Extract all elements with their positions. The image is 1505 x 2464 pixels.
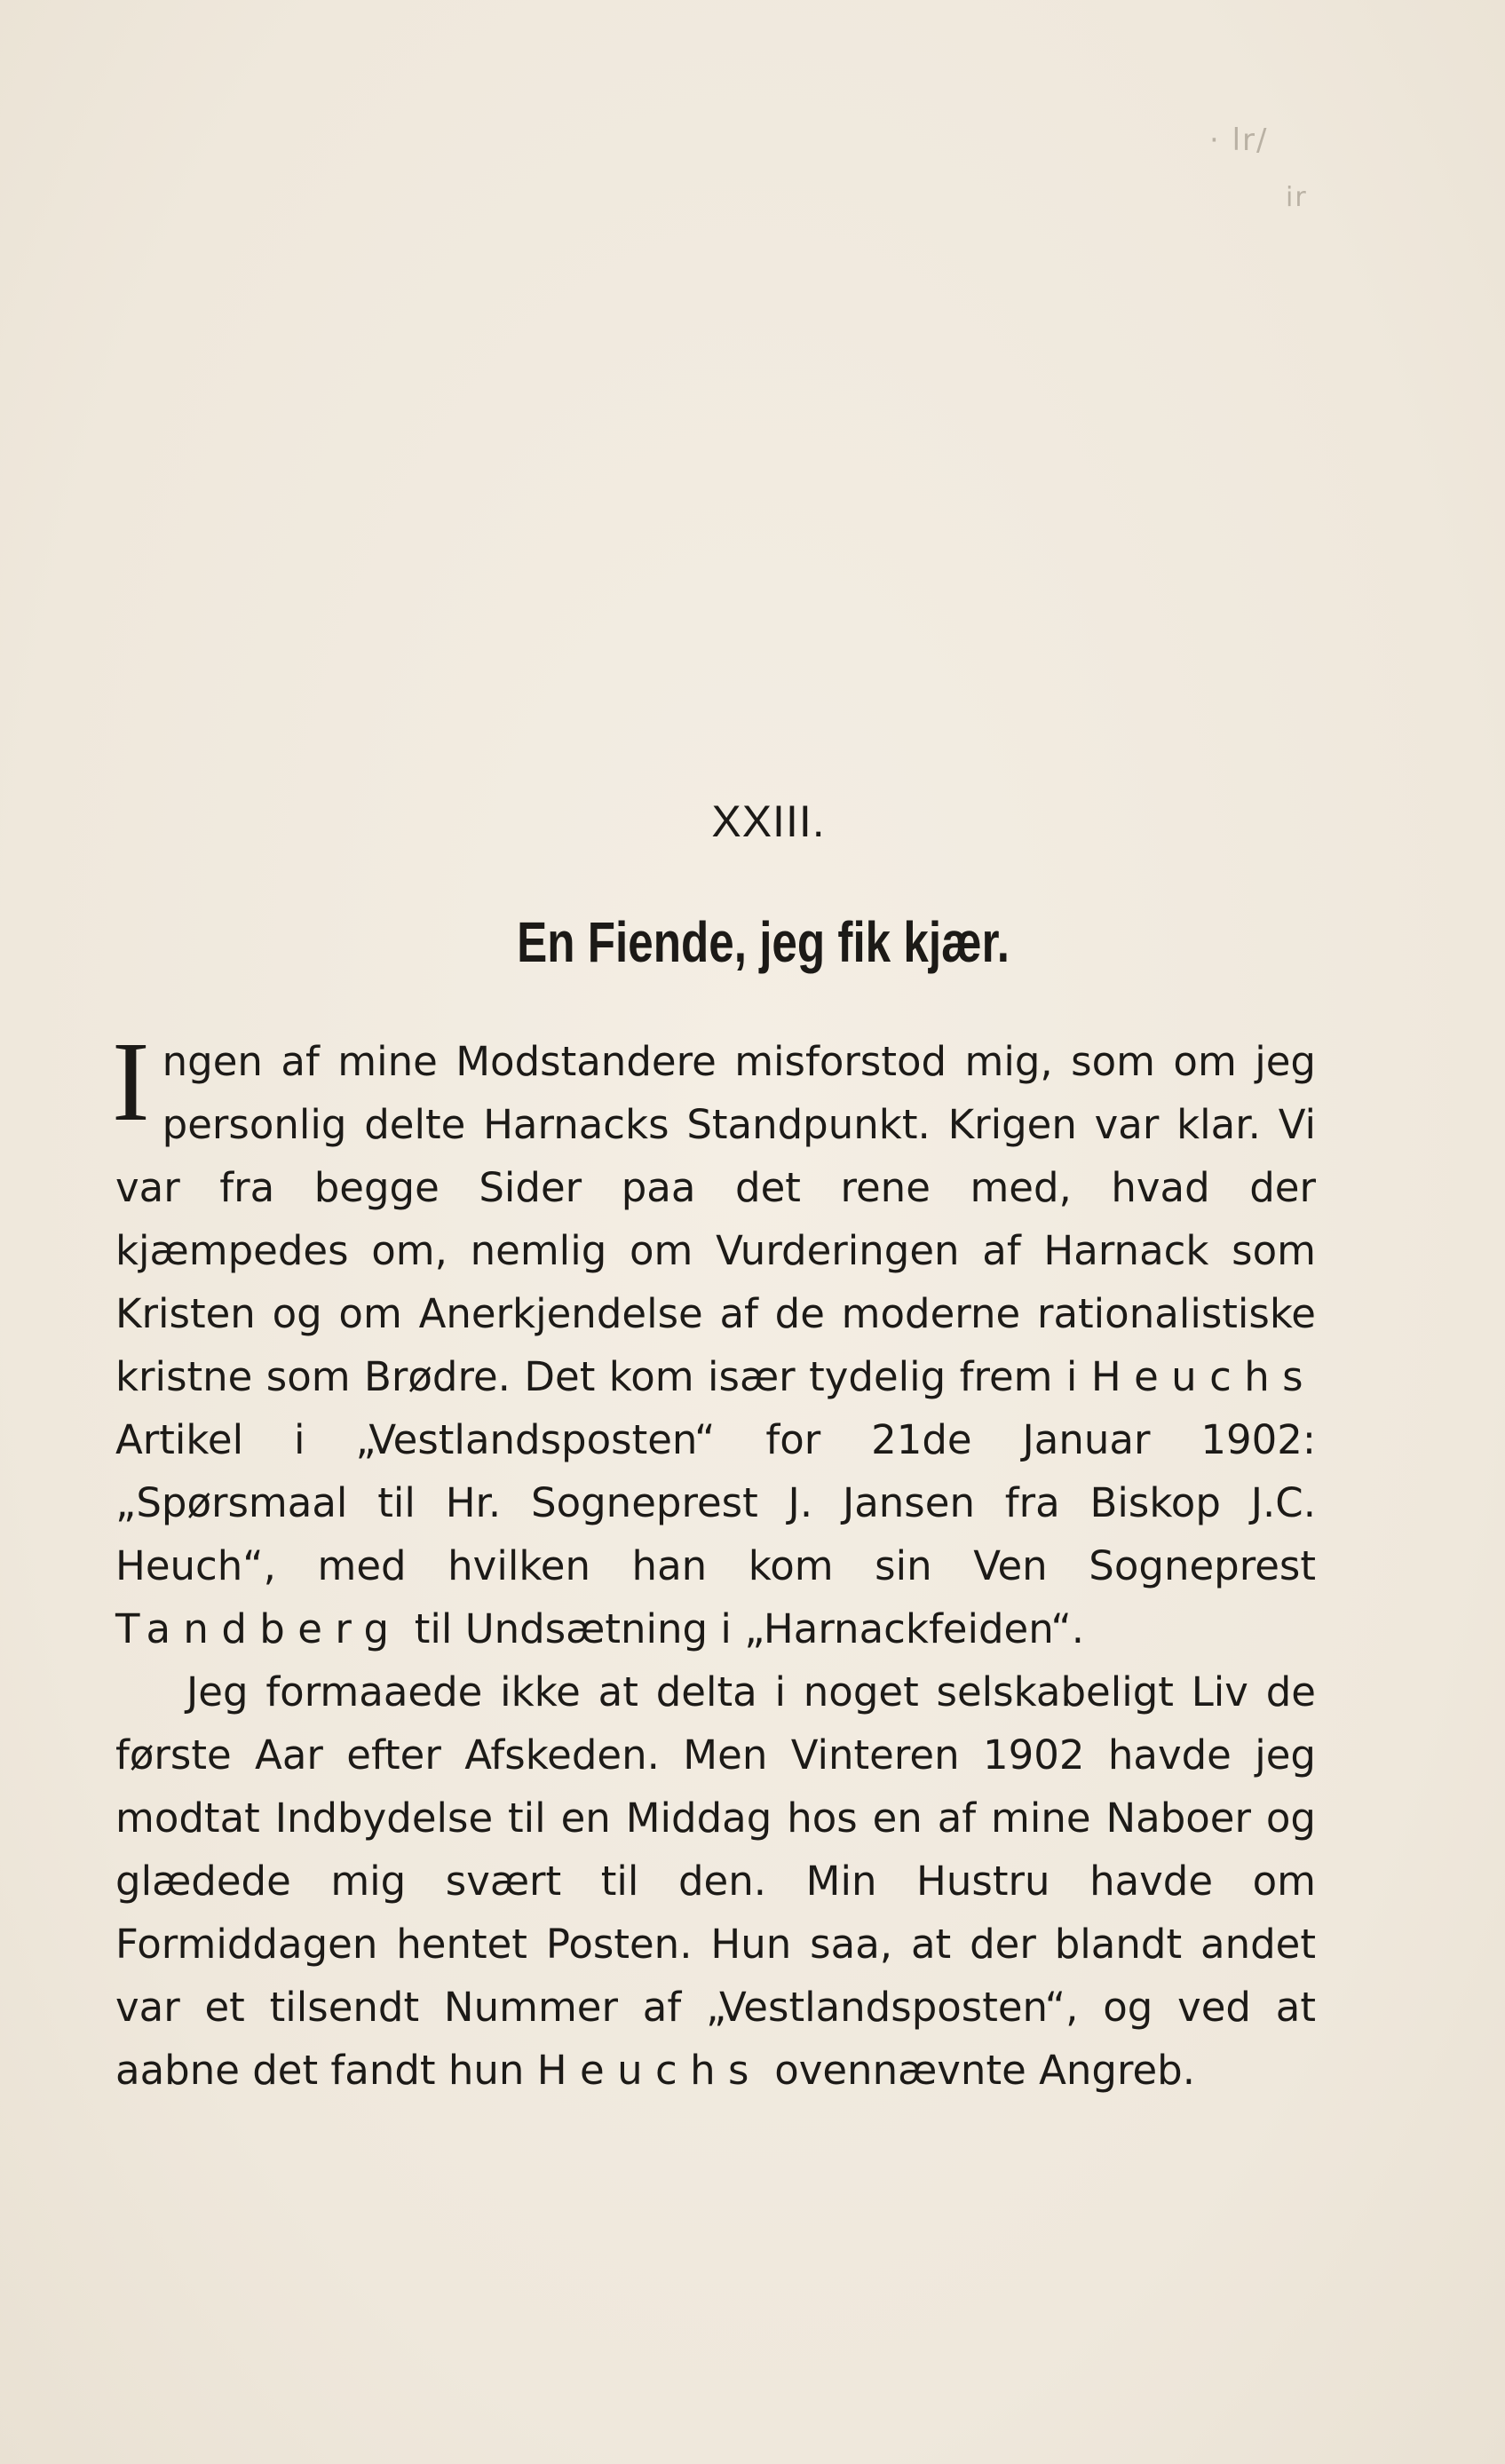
paragraph-1-text-a: ngen af mine Modstandere misforstod mig, som om jeg personlig delte Harnacks Standpunkt. Krigen var klar. Vi var fra begge Sider paa det rene med, hvad der kjæmpedes om, nemlig om Vurderingen af Harnack som Kristen og om Anerkjendelse af de moderne rationalistiske kristne som Brødre. Det kom især tydelig frem i bbox=[115, 1038, 1316, 1400]
chapter-title: En Fiende, jeg fik kjær. bbox=[517, 910, 1010, 974]
pencil-margin-mark-2: ir bbox=[1286, 182, 1308, 213]
spaced-name-heuch: Heuchs bbox=[1090, 1353, 1316, 1400]
paragraph-1-text-b: Artikel i „Vestlandsposten“ for 21de Januar 1902: „Spørsmaal til Hr. Sogneprest J. Jansen fra Biskop J.C. Heuch“, med hvilken han kom sin Ven Sogneprest bbox=[115, 1416, 1316, 1589]
drop-cap-initial: I bbox=[112, 1018, 150, 1145]
chapter-number: XXIII. bbox=[711, 796, 826, 846]
pencil-margin-mark: · lr/ bbox=[1209, 123, 1269, 158]
body-text bbox=[112, 1018, 1316, 2102]
paragraph-2-text-a: Jeg formaaede ikke at delta i noget selskabeligt Liv de første Aar efter Afskeden. Men Vinteren 1902 havde jeg modtat Indbydelse til en Middag hos en af mine Naboer og glædede mig svært til den. Min Hustru havde om Formiddagen hentet Posten. Hun saa, at der blandt andet var et tilsendt Nummer af „Vestlandsposten“, og ved at aabne det fandt hun bbox=[115, 1668, 1316, 2094]
paragraph-2-text-b: ovennævnte Angreb. bbox=[761, 2047, 1196, 2094]
paragraph-2 bbox=[115, 1660, 1316, 2102]
spaced-name-tandberg: Tandberg bbox=[115, 1605, 402, 1652]
spaced-name-heuch-2: Heuchs bbox=[536, 2047, 762, 2094]
paragraph-1-text-c: til Undsætning i „Harnackfeiden“. bbox=[401, 1605, 1085, 1652]
paragraph-1 bbox=[112, 1018, 1316, 1660]
